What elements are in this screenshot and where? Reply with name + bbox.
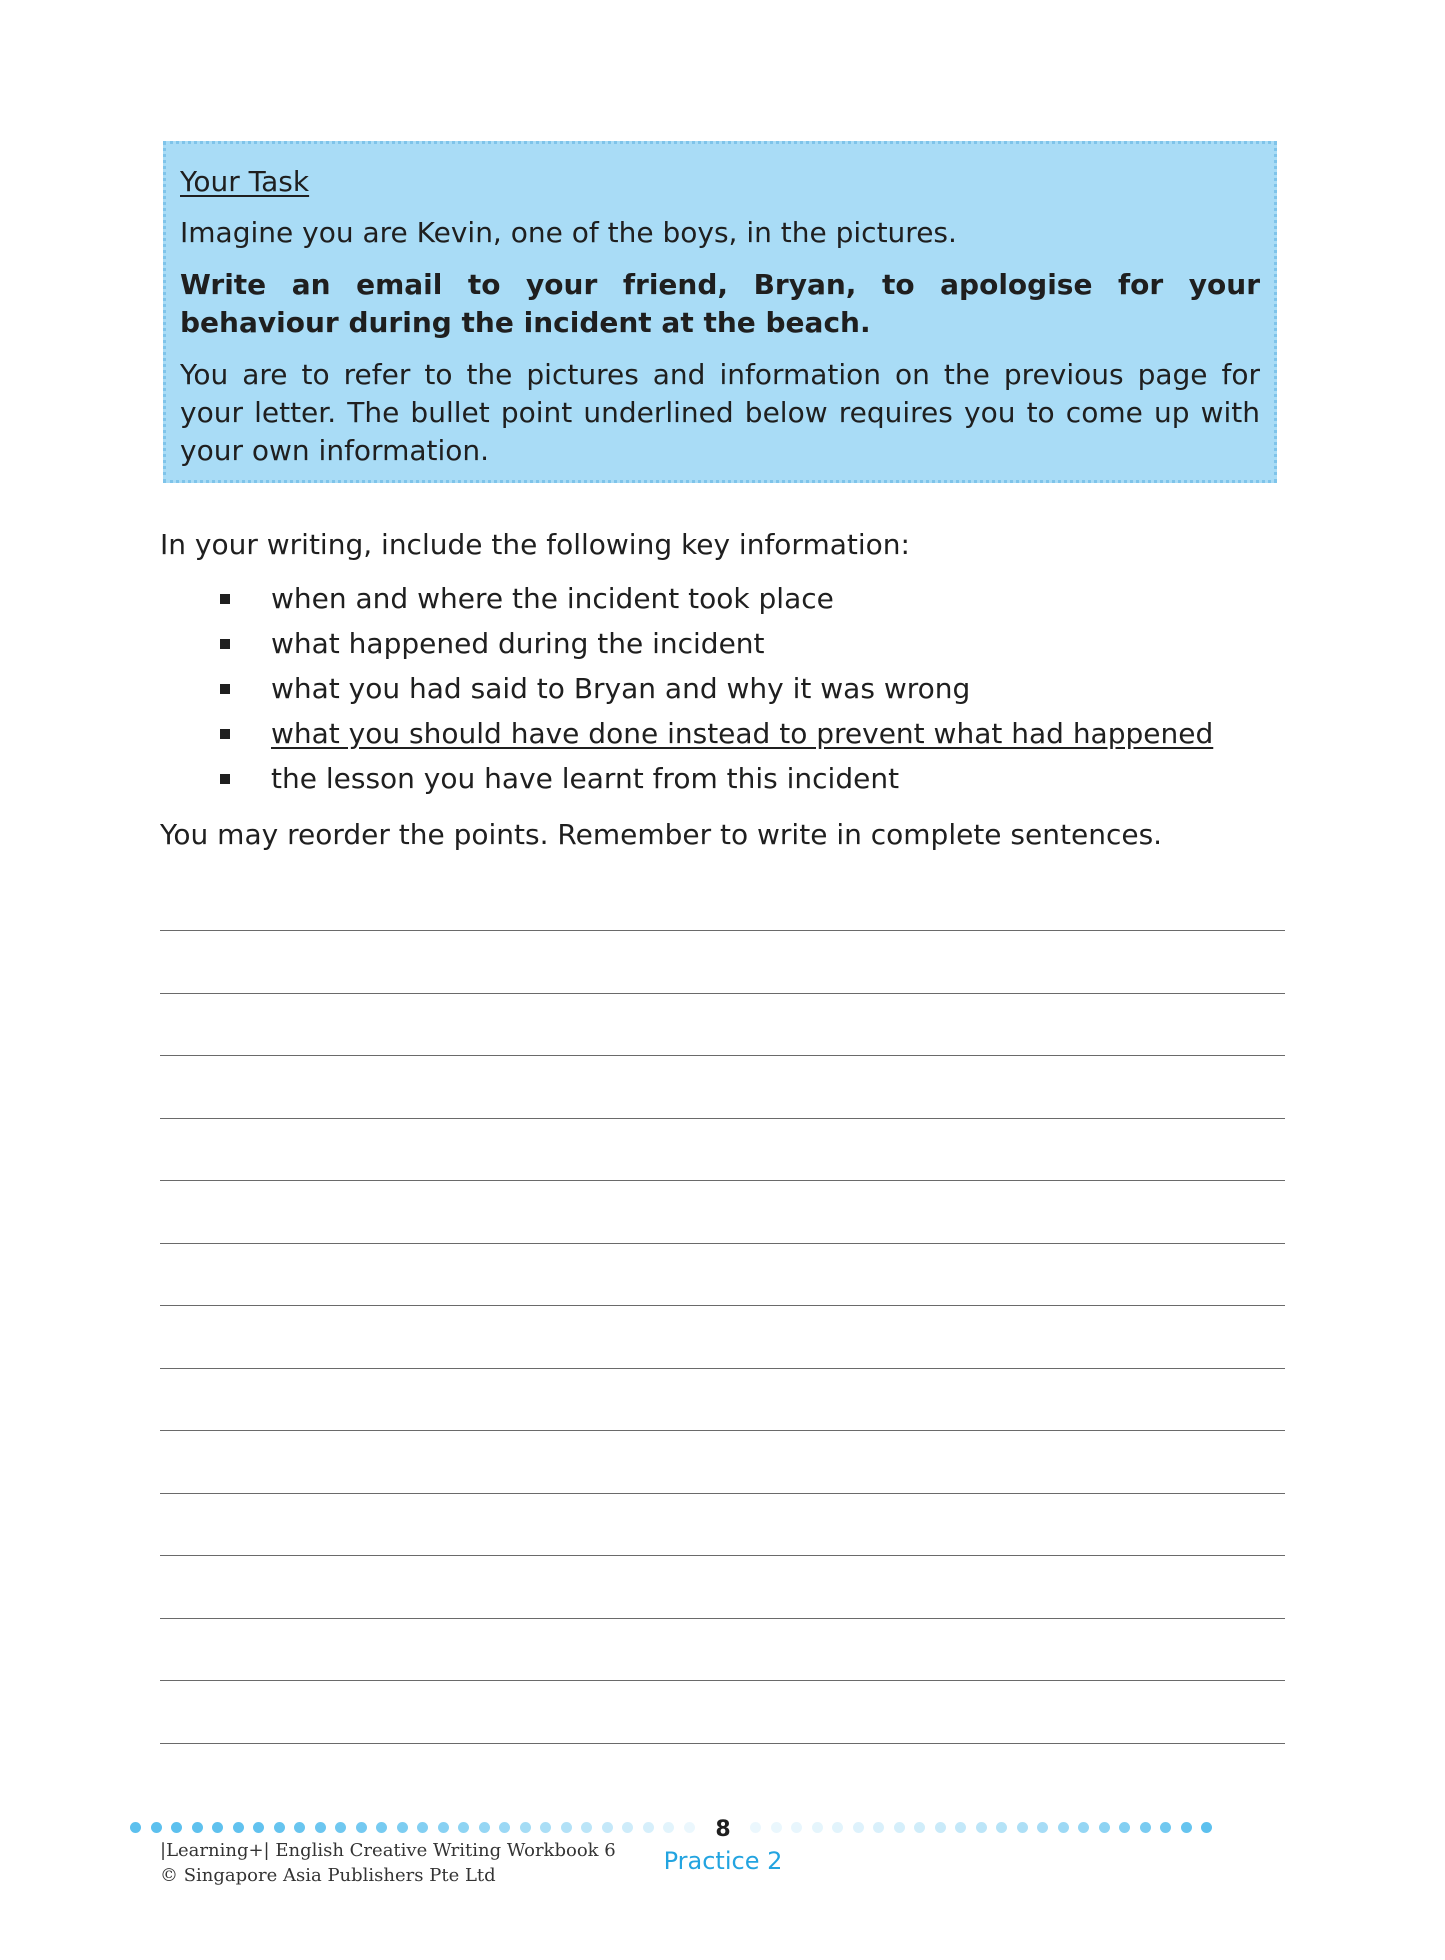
divider-dot	[253, 1822, 264, 1833]
divider-dot	[458, 1822, 469, 1833]
divider-dot	[520, 1822, 531, 1833]
task-heading: Your Task	[180, 165, 310, 198]
writing-line[interactable]	[160, 1118, 1285, 1119]
divider-dot	[1181, 1822, 1192, 1833]
divider-dot	[417, 1822, 428, 1833]
task-scenario: Imagine you are Kevin, one of the boys, in the pictures.	[180, 216, 957, 249]
divider-dot	[335, 1822, 346, 1833]
writing-area[interactable]	[160, 930, 1285, 1750]
divider-dot	[894, 1822, 905, 1833]
divider-dot	[581, 1822, 592, 1833]
divider-dot	[130, 1822, 141, 1833]
writing-line[interactable]	[160, 930, 1285, 931]
divider-dot	[1017, 1822, 1028, 1833]
list-item-text: when and where the incident took place	[271, 582, 834, 615]
writing-line[interactable]	[160, 1680, 1285, 1681]
divider-dot	[684, 1822, 695, 1833]
divider-dot	[438, 1822, 449, 1833]
writing-line[interactable]	[160, 1743, 1285, 1744]
list-item	[160, 756, 1280, 801]
divider-dot	[151, 1822, 162, 1833]
writing-line[interactable]	[160, 1368, 1285, 1369]
task-paragraph: You are to refer to the pictures and information on the previous page for your letter. The bullet point underlined below requires you to come up with your own information.	[180, 358, 1260, 467]
divider-dot	[996, 1822, 1007, 1833]
list-item	[160, 576, 1280, 621]
square-bullet-icon	[220, 639, 230, 649]
divider-dot	[955, 1822, 966, 1833]
divider-dot	[791, 1822, 802, 1833]
footer-credits	[160, 1838, 616, 1888]
page-number: 8	[715, 1817, 731, 1842]
task-bold-instruction: Write an email to your friend, Bryan, to apologise for your behaviour during the incident at the beach.	[180, 268, 1260, 339]
writing-line[interactable]	[160, 1493, 1285, 1494]
task-box	[163, 141, 1277, 483]
divider-dot	[540, 1822, 551, 1833]
divider-dot	[397, 1822, 408, 1833]
divider-dot	[233, 1822, 244, 1833]
divider-dot	[376, 1822, 387, 1833]
divider-dot	[935, 1822, 946, 1833]
divider-dot	[356, 1822, 367, 1833]
divider-dot	[274, 1822, 285, 1833]
list-item-text-underlined: what you should have done instead to prevent what had happened	[271, 717, 1214, 750]
writing-line[interactable]	[160, 1055, 1285, 1056]
list-item	[160, 711, 1280, 756]
divider-dot	[1058, 1822, 1069, 1833]
divider-dot	[643, 1822, 654, 1833]
list-item-text: what you had said to Bryan and why it was wrong	[271, 672, 971, 705]
divider-dot	[479, 1822, 490, 1833]
divider-dot	[1099, 1822, 1110, 1833]
divider-dot	[499, 1822, 510, 1833]
writing-line[interactable]	[160, 1618, 1285, 1619]
divider-dot	[976, 1822, 987, 1833]
divider-dot	[1201, 1822, 1212, 1833]
copyright-notice: © Singapore Asia Publishers Pte Ltd	[160, 1865, 496, 1886]
divider-dot	[1119, 1822, 1130, 1833]
book-title: |Learning+| English Creative Writing Workbook 6	[160, 1840, 616, 1861]
list-item-text: what happened during the incident	[271, 627, 765, 660]
divider-dot	[315, 1822, 326, 1833]
key-information-intro: In your writing, include the following key information:	[160, 528, 910, 561]
writing-line[interactable]	[160, 1555, 1285, 1556]
divider-dot	[1160, 1822, 1171, 1833]
divider-dot	[171, 1822, 182, 1833]
writing-line[interactable]	[160, 1243, 1285, 1244]
divider-dot	[1078, 1822, 1089, 1833]
divider-dot	[212, 1822, 223, 1833]
divider-dot	[914, 1822, 925, 1833]
writing-line[interactable]	[160, 1305, 1285, 1306]
divider-dot	[294, 1822, 305, 1833]
square-bullet-icon	[220, 729, 230, 739]
square-bullet-icon	[220, 594, 230, 604]
writing-line[interactable]	[160, 993, 1285, 994]
divider-dot	[812, 1822, 823, 1833]
writing-line[interactable]	[160, 1430, 1285, 1431]
divider-dot	[192, 1822, 203, 1833]
list-item-text: the lesson you have learnt from this incident	[271, 762, 900, 795]
divider-dot	[1037, 1822, 1048, 1833]
writing-line[interactable]	[160, 1180, 1285, 1181]
divider-dot	[832, 1822, 843, 1833]
divider-dot	[602, 1822, 613, 1833]
list-item	[160, 666, 1280, 711]
reorder-note: You may reorder the points. Remember to write in complete sentences.	[160, 818, 1163, 851]
section-label: Practice 2	[663, 1847, 783, 1875]
divider-dot	[771, 1822, 782, 1833]
square-bullet-icon	[220, 684, 230, 694]
square-bullet-icon	[220, 774, 230, 784]
divider-dot	[853, 1822, 864, 1833]
divider-dot	[750, 1822, 761, 1833]
divider-dot	[561, 1822, 572, 1833]
key-information-list	[160, 576, 1280, 801]
divider-dot	[1140, 1822, 1151, 1833]
divider-dot	[622, 1822, 633, 1833]
divider-dot	[663, 1822, 674, 1833]
list-item	[160, 621, 1280, 666]
divider-dot	[873, 1822, 884, 1833]
